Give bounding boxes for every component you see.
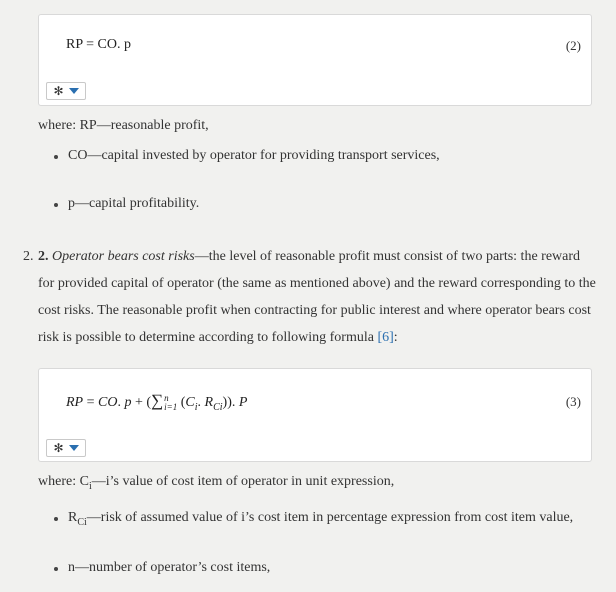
paragraph-tail: : xyxy=(393,330,398,345)
equation-number-2: (2) xyxy=(565,38,581,53)
where-ci-text: where: $C_i—i’s$ value of cost item of operator in unit expression, xyxy=(38,474,395,492)
math-menu-button[interactable] xyxy=(46,439,86,457)
formula-box-2 xyxy=(38,14,592,106)
paragraph-operator-risks xyxy=(38,243,598,351)
item-title: Operator bears cost risks xyxy=(52,249,195,264)
sum-upper: n xyxy=(164,392,169,403)
bullet-icon xyxy=(54,517,58,521)
bullet-icon xyxy=(54,203,58,207)
bullet-text: n—number of operator’s cost items, xyxy=(68,560,271,575)
sum-lower: i=1 xyxy=(164,401,178,412)
caret-down-icon xyxy=(69,88,79,94)
formula-2: RP = CO. p xyxy=(66,37,131,52)
equation-number-3: (3) xyxy=(565,394,581,409)
where-rp-text: where: RP—reasonable profit, xyxy=(38,118,209,133)
bullet-icon xyxy=(54,567,58,571)
formula-3: RP = CO. p + (∑n i=1 ($C_i$. $R_{Ci}$)). P xyxy=(66,391,248,413)
reference-link[interactable]: [6] xyxy=(377,330,394,345)
gear-icon: ✻ xyxy=(53,84,64,98)
math-menu-button[interactable] xyxy=(46,82,86,100)
bullet-text: CO—capital invested by operator for providing transport services, xyxy=(68,148,440,163)
bold-number: 2. xyxy=(38,249,49,264)
paragraph-body: —the level of reasonable profit must consist of two parts: the reward for provided capital of operator (the same as mentioned above) and the reward corresponding to the cost risks. The reasonable profit when contracting for public interest and where operator bears cost risk is possible to determine according to following formula xyxy=(38,249,596,345)
bullet-text: $R_{Ci}—risk$ of assumed value of i’s cost item in percentage expression from cost item value, xyxy=(68,510,574,528)
caret-down-icon xyxy=(69,445,79,451)
bullet-icon xyxy=(54,155,58,159)
bullet-text: p—capital profitability. xyxy=(68,196,200,211)
gear-icon: ✻ xyxy=(53,441,64,455)
formula-box-3 xyxy=(38,368,592,462)
list-number: 2. xyxy=(23,249,34,264)
